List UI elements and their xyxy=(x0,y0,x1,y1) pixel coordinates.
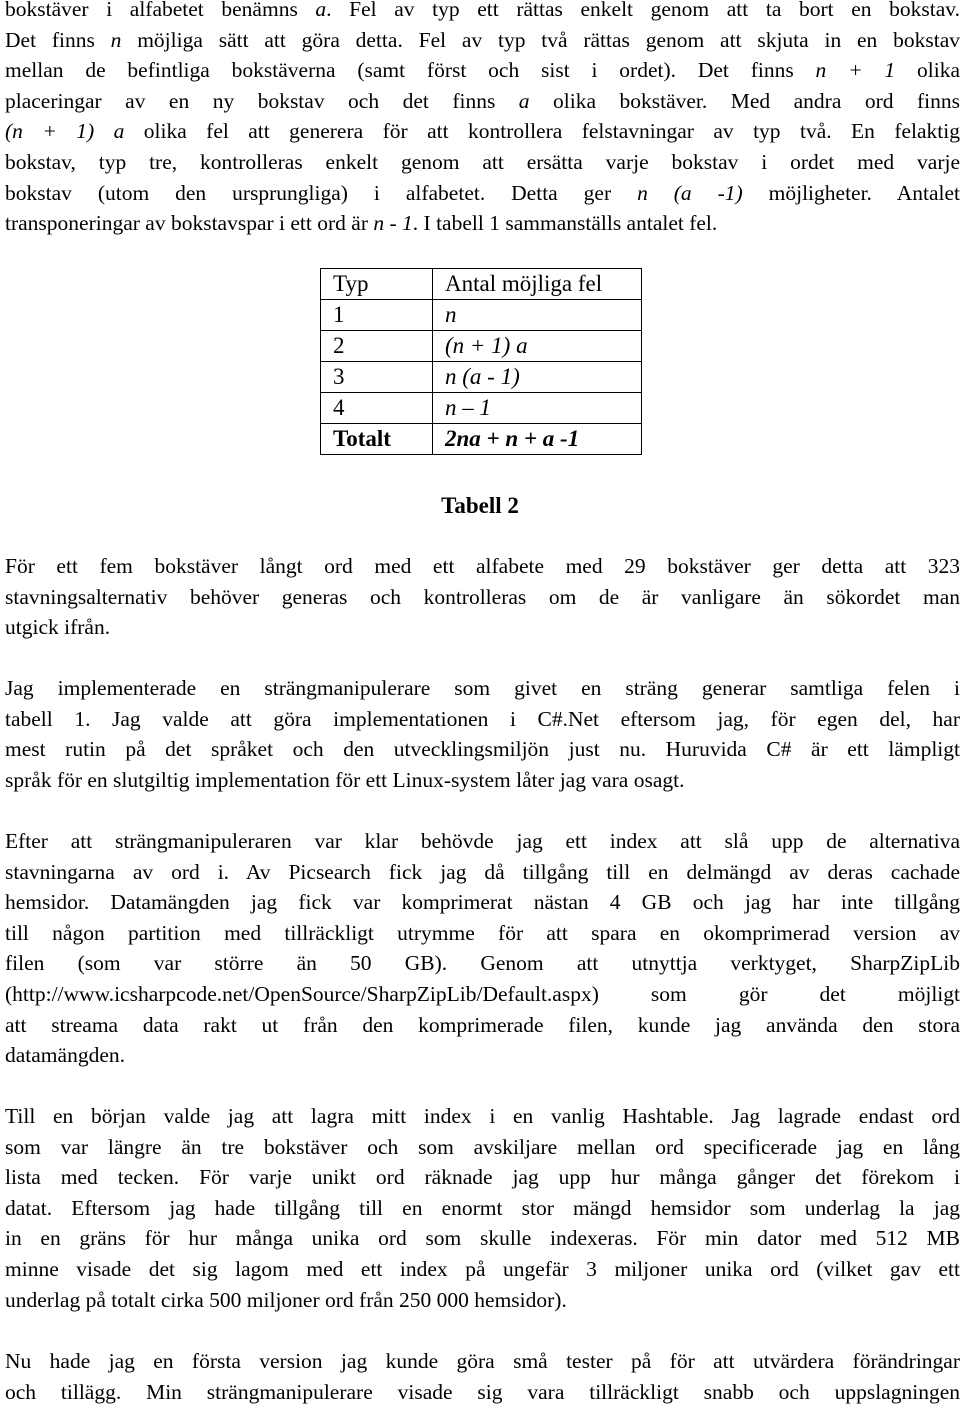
table-cell: 4 xyxy=(321,393,433,424)
text-line: som var längre än tre bokstäver och som avskiljare mellan ord specificerade jag en lång xyxy=(5,1134,960,1159)
intro-paragraph xyxy=(5,0,960,239)
table-row xyxy=(321,300,642,331)
text-line: filen (som var större än 50 GB). Genom att utnyttja verktyget, SharpZipLib xyxy=(5,951,960,976)
paragraph xyxy=(5,826,960,1071)
table-row xyxy=(321,362,642,393)
table-cell: n (a - 1) xyxy=(433,362,642,393)
table-total-row xyxy=(321,424,642,455)
table-header-cell: Antal möjliga fel xyxy=(433,269,642,300)
text-line: och tillägg. Min strängmanipulerare visade sig vara tillräckligt snabb och uppslagningen xyxy=(5,1379,960,1404)
text-line: underlag på totalt cirka 500 miljoner ord från 250 000 hemsidor). xyxy=(5,1287,567,1312)
table-caption: Tabell 2 xyxy=(441,493,519,518)
paragraph xyxy=(5,1346,960,1407)
text-line: in en gräns för hur många unika ord som skulle indexeras. För min dator med 512 MB xyxy=(5,1226,960,1251)
text-line: Jag implementerade en strängmanipulerare som givet en sträng generar samtliga felen i xyxy=(5,676,960,700)
text-line: placeringar av en ny bokstav och det finns a olika bokstäver. Med andra ord finns xyxy=(5,88,960,113)
text-line: bokstav (utom den ursprungliga) i alfabetet. Detta ger n (a -1) möjligheter. Antalet xyxy=(5,180,960,205)
paragraph xyxy=(5,673,960,795)
text-line: stavningarna av ord i. Av Picsearch fick jag då tillgång till en delmängd av deras cachade xyxy=(5,859,960,884)
text-line: bokstäver i alfabetet benämns a. Fel av typ ett rättas enkelt genom att ta bort en bokstav. xyxy=(5,0,960,21)
text-line: minne visade det sig lagom med ett index på ungefär 3 miljoner unika ord (vilket gav ett xyxy=(5,1256,960,1281)
text-line: språk för en slutgiltig implementation för ett Linux-system låter jag vara osagt. xyxy=(5,767,685,792)
text-line: bokstav, typ tre, kontrolleras enkelt genom att ersätta varje bokstav i ordet med varje xyxy=(5,149,960,174)
paragraph xyxy=(5,551,960,643)
text-line: mest rutin på det språket och den utvecklingsmiljön just nu. Huruvida C# är ett lämpligt xyxy=(5,737,960,762)
text-line: Nu hade jag en första version jag kunde göra små tester på för att utvärdera förändringar xyxy=(5,1349,960,1373)
table-cell: 3 xyxy=(321,362,433,393)
text-line: hemsidor. Datamängden jag fick var komprimerat nästan 4 GB och jag har inte tillgång xyxy=(5,890,960,915)
text-line: lista med tecken. För varje unikt ord räknade jag upp hur många gånger det förekom i xyxy=(5,1165,960,1190)
table-cell: Totalt xyxy=(321,424,433,455)
table-row xyxy=(321,331,642,362)
table-row xyxy=(321,393,642,424)
text-line: Till en början valde jag att lagra mitt index i en vanlig Hashtable. Jag lagrade endast ord xyxy=(5,1104,960,1128)
table-cell: 1 xyxy=(321,300,433,331)
text-line: datat. Eftersom jag hade tillgång till en enormt stor mängd hemsidor som underlag la jag xyxy=(5,1195,960,1220)
text-line: tabell 1. Jag valde att göra implementationen i C#.Net eftersom jag, för egen del, har xyxy=(5,706,960,731)
table-cell: n – 1 xyxy=(433,393,642,424)
table-header-row xyxy=(321,269,642,300)
text-line: Efter att strängmanipuleraren var klar behövde jag ett index att slå upp de alternativa xyxy=(5,829,960,853)
table-cell: n xyxy=(433,300,642,331)
paragraph xyxy=(5,1101,960,1315)
text-line: till någon partition med tillräckligt utrymme för att spara en okomprimerad version av xyxy=(5,920,960,945)
text-line: Det finns n möjliga sätt att göra detta. Fel av typ två rättas genom att skjuta in en bokstav xyxy=(5,27,960,52)
text-line: (n + 1) a olika fel att generera för att kontrollera felstavningar av typ två. En felaktig xyxy=(5,119,960,144)
text-line: mellan de befintliga bokstäverna (samt först och sist i ordet). Det finns n + 1 olika xyxy=(5,58,960,83)
text-line: utgick ifrån. xyxy=(5,615,111,640)
text-line: stavningsalternativ behöver generas och kontrolleras om de är vanligare än sökordet man xyxy=(5,584,960,609)
text-line: För ett fem bokstäver långt ord med ett alfabete med 29 bokstäver ger detta att 323 xyxy=(5,554,960,578)
error-count-table xyxy=(320,268,642,455)
table-cell: 2na + n + a -1 xyxy=(433,424,642,455)
table-header-cell: Typ xyxy=(321,269,433,300)
text-line: datamängden. xyxy=(5,1043,125,1068)
text-line: att streama data rakt ut från den komprimerade filen, kunde jag använda den stora xyxy=(5,1012,960,1037)
text-line: (http://www.icsharpcode.net/OpenSource/SharpZipLib/Default.aspx) som gör det möjligt xyxy=(5,981,960,1006)
table-cell: 2 xyxy=(321,331,433,362)
text-line: transponeringar av bokstavspar i ett ord är n - 1. I tabell 1 sammanställs antalet fel. xyxy=(5,211,718,236)
table-cell: (n + 1) a xyxy=(433,331,642,362)
